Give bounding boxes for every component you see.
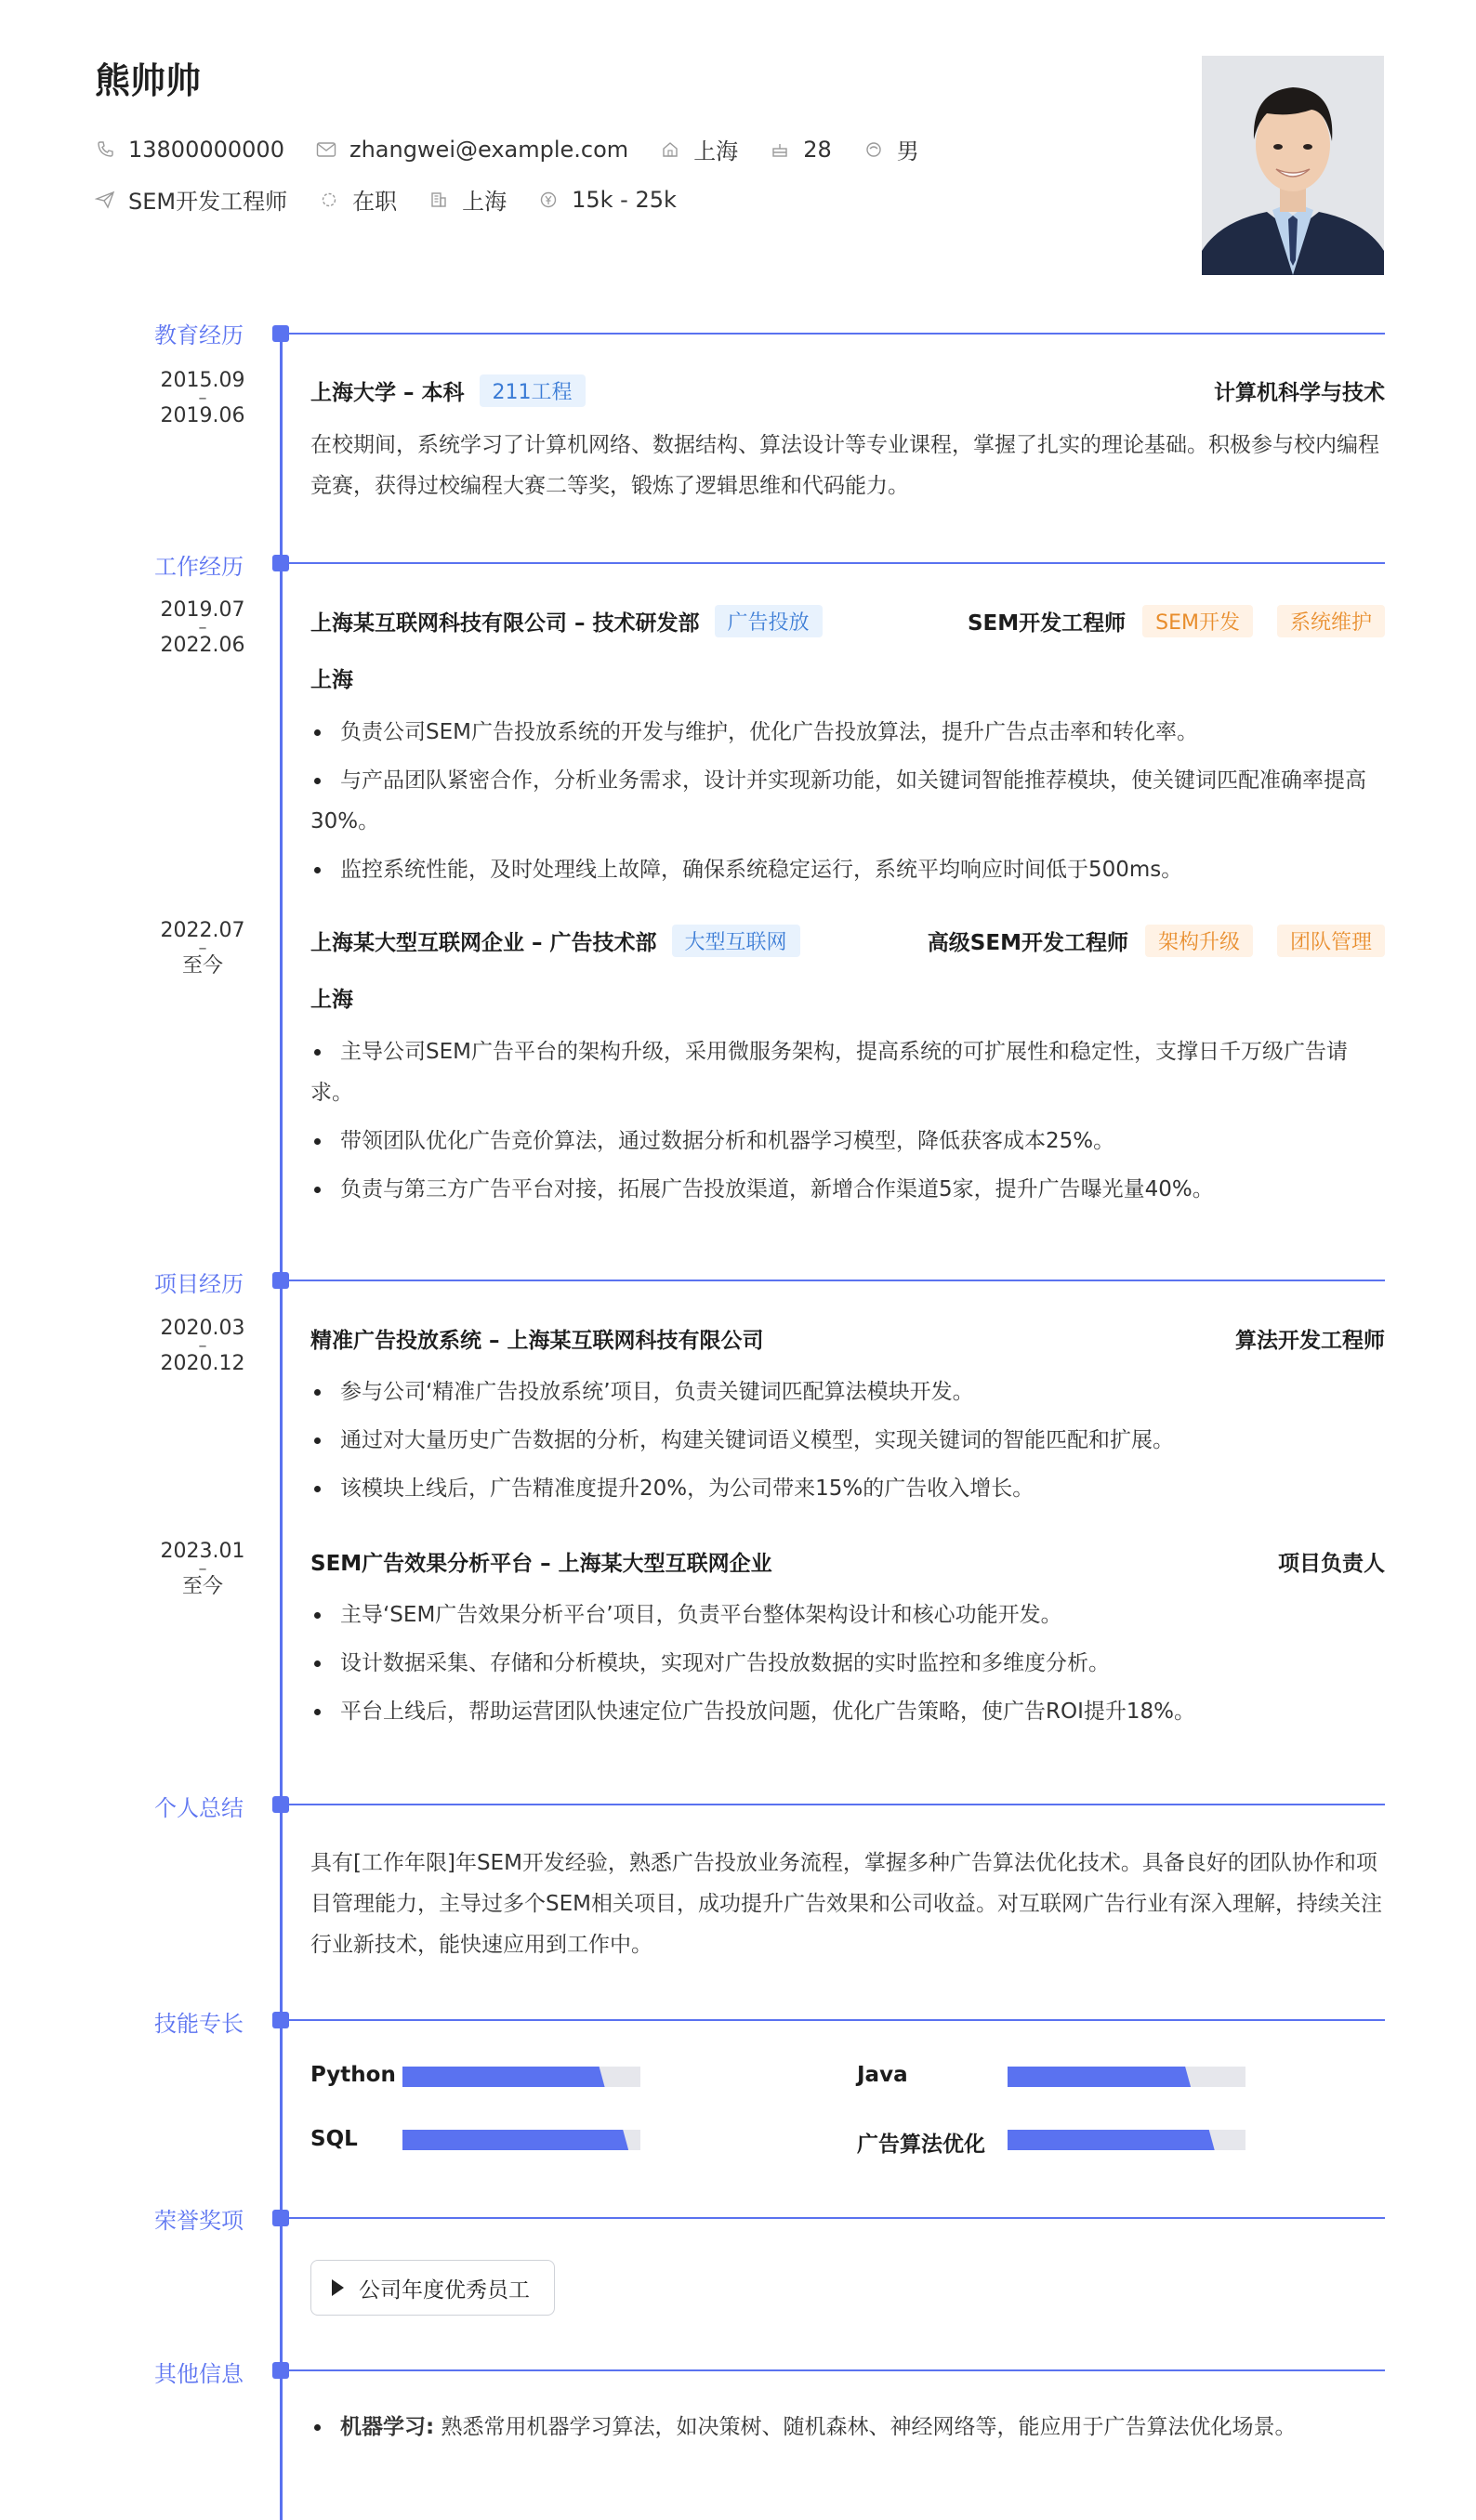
timeline-dot [272,2210,289,2226]
other-label: 机器学习: [340,2415,435,2439]
summary-text: 具有[工作年限]年SEM开发经验，熟悉广告投放业务流程，掌握多种广告算法优化技术。具备良好的团队协作和项目管理能力，主导过多个SEM相关项目，成功提升广告效果和公司收益。对互联网广告行业有深入理解，持续关注行业新技术，能快速应用到工作中。 [310,1851,1382,1957]
skill-name: Python [310,2063,396,2087]
date-end: 2022.06 [160,634,245,657]
candidate-name: 熊帅帅 [95,60,202,101]
education-description: 在校期间，系统学习了计算机网络、数据结构、算法设计等专业课程，掌握了扎实的理论基础。积极参与校内编程竞赛，获得过校编程大赛二等奖，锻炼了逻辑思维和代码能力。 [310,433,1379,498]
date-dash: – [198,388,207,408]
list-item: 主导公司SEM广告平台的架构升级，采用微服务架构，提高系统的可扩展性和稳定性，支撑日千万级广告请求。 [310,1031,1385,1113]
role-tag: 团队管理 [1277,925,1385,957]
date-start: 2020.03 [160,1317,245,1340]
age-item [770,137,832,163]
section-title-projects: 项目经历 [154,1271,244,1297]
list-item: 监控系统性能，及时处理线上故障，确保系统稳定运行，系统平均响应时间低于500ms。 [310,849,1385,890]
city-item [660,133,738,165]
role-tag: SEM开发 [1142,605,1253,637]
major-name: 计算机科学与技术 [1214,381,1385,405]
date-dash: – [198,1559,207,1579]
email-item [316,137,628,163]
phone-text: 13800000000 [128,136,284,163]
skill-bar [1008,2067,1245,2087]
city-text: 上海 [693,138,739,164]
section-divider [288,1280,1385,1281]
project-title: SEM广告效果分析平台 – 上海某大型互联网企业 [310,1552,772,1576]
project-header [310,1323,1385,1354]
company-name: 上海某互联网科技有限公司 – 技术研发部 [310,611,700,636]
section-title-skills: 技能专长 [154,2011,244,2037]
section-divider [288,562,1385,564]
section-title-other: 其他信息 [154,2361,244,2387]
date-start: 2015.09 [160,369,245,392]
date-dash: – [198,1336,207,1356]
work-city-item [428,183,507,216]
status-item [319,183,397,216]
skill-fill [1008,2067,1191,2087]
mail-icon [316,139,336,160]
project-header [310,1546,1385,1577]
gender-icon [863,139,884,160]
gender-item [863,133,919,165]
list-item: 该模块上线后，广告精准度提升20%，为公司带来15%的广告收入增长。 [310,1468,1385,1509]
project-title: 精准广告投放系统 – 上海某互联网科技有限公司 [310,1329,764,1353]
job-title-text: SEM开发工程师 [128,189,288,215]
section-title-work: 工作经历 [154,554,244,580]
date-start: 2019.07 [160,598,245,622]
job-title-item [95,183,287,216]
list-item: 负责与第三方广告平台对接，拓展广告投放渠道，新增合作渠道5家，提升广告曝光量40%。 [310,1169,1385,1210]
company-tag: 大型互联网 [672,925,800,957]
section-title-honors: 荣誉奖项 [154,2208,244,2234]
list-item: 与产品团队紧密合作，分析业务需求，设计并实现新功能，如关键词智能推荐模块，使关键词匹配准确率提高30%。 [310,760,1385,842]
work-bullets [310,1031,1385,1217]
skill-bar [402,2130,640,2150]
school-tag: 211工程 [480,374,586,407]
work-header [310,925,1385,957]
project-bullets [310,1595,1385,1739]
section-divider [288,333,1385,335]
timeline-dot [272,2012,289,2028]
play-icon [332,2279,344,2296]
skill-bar [402,2067,640,2087]
date-end: 至今 [181,954,223,978]
timeline-dot [272,1272,289,1289]
section-divider [288,2217,1385,2219]
date-end: 2020.12 [160,1352,245,1375]
work-role: SEM开发工程师 [967,611,1127,636]
profile-photo [1202,56,1384,275]
work-role-group [928,925,1385,957]
yen-icon [538,190,559,210]
school-name: 上海大学 – 本科 [310,381,465,405]
timeline-dot [272,2362,289,2379]
education-header [310,374,1385,407]
email-text: zhangwei@example.com [349,136,629,163]
award-item[interactable] [310,2260,555,2316]
work-role: 高级SEM开发工程师 [927,931,1128,955]
section-divider [288,1804,1385,1805]
work-location: 上海 [310,988,353,1012]
section-title-summary: 个人总结 [154,1795,244,1821]
timeline-dot [272,555,289,571]
contact-row [95,133,951,165]
work-role-group [968,605,1385,637]
date-end: 2019.06 [160,404,245,427]
salary-text: 15k - 25k [572,186,677,213]
award-label: 公司年度优秀员工 [359,2277,530,2303]
work-date [147,920,258,978]
work-header [310,605,1385,637]
job-intent-row [95,183,708,216]
list-item: 设计数据采集、存储和分析模块，实现对广告投放数据的实时监控和多维度分析。 [310,1643,1385,1684]
section-divider [288,2369,1385,2371]
building-icon [428,190,449,210]
cake-icon [770,139,790,160]
skill-bar [1008,2130,1245,2150]
work-date [147,599,258,657]
list-item: 平台上线后，帮助运营团队快速定位广告投放问题，优化广告策略，使广告ROI提升18%。 [310,1691,1385,1732]
company-name: 上海某大型互联网企业 – 广告技术部 [310,931,657,955]
date-dash: – [198,938,207,958]
date-end: 至今 [181,1575,223,1598]
section-title-education: 教育经历 [154,322,244,348]
date-dash: – [198,618,207,637]
timeline-dot [272,1796,289,1813]
section-divider [288,2019,1385,2021]
role-tag: 系统维护 [1277,605,1385,637]
skill-name: Java [857,2063,908,2087]
phone-icon [95,139,115,160]
status-icon [319,190,339,210]
list-item: 参与公司‘精准广告投放系统’项目，负责关键词匹配算法模块开发。 [310,1372,1385,1412]
work-location: 上海 [310,668,353,692]
project-role: 项目负责人 [1278,1552,1385,1576]
skill-name: 广告算法优化 [857,2133,985,2157]
project-date [147,1318,258,1375]
send-icon [95,190,115,210]
gender-text: 男 [896,138,919,164]
date-start: 2023.01 [160,1540,245,1563]
list-item: 带领团队优化广告竞价算法，通过数据分析和机器学习模型，降低获客成本25%。 [310,1121,1385,1162]
project-date [147,1541,258,1598]
work-bullets [310,712,1385,898]
portrait-illustration [1202,56,1384,275]
other-text: 熟悉常用机器学习算法，如决策树、随机森林、神经网络等，能应用于广告算法优化场景。 [441,2415,1297,2439]
list-item [310,2407,1385,2448]
other-bullets [310,2407,1385,2455]
home-icon [660,139,680,160]
list-item: 负责公司SEM广告投放系统的开发与维护，优化广告投放算法，提升广告点击率和转化率。 [310,712,1385,753]
salary-item [538,187,677,213]
skill-fill [1008,2130,1215,2150]
skill-name: SQL [310,2127,358,2151]
project-bullets [310,1372,1385,1516]
education-date [147,370,258,427]
skill-fill [402,2130,628,2150]
list-item: 通过对大量历史广告数据的分析，构建关键词语义模型，实现关键词的智能匹配和扩展。 [310,1420,1385,1461]
timeline-line [280,332,283,2520]
phone-item [95,137,284,163]
status-text: 在职 [352,189,398,215]
project-role: 算法开发工程师 [1235,1329,1385,1353]
timeline-dot [272,325,289,342]
date-start: 2022.07 [160,919,245,942]
skill-fill [402,2067,605,2087]
list-item: 主导‘SEM广告效果分析平台’项目，负责平台整体架构设计和核心功能开发。 [310,1595,1385,1635]
role-tag: 架构升级 [1145,925,1253,957]
company-tag: 广告投放 [715,605,823,637]
age-text: 28 [803,136,832,163]
work-city-text: 上海 [462,189,507,215]
